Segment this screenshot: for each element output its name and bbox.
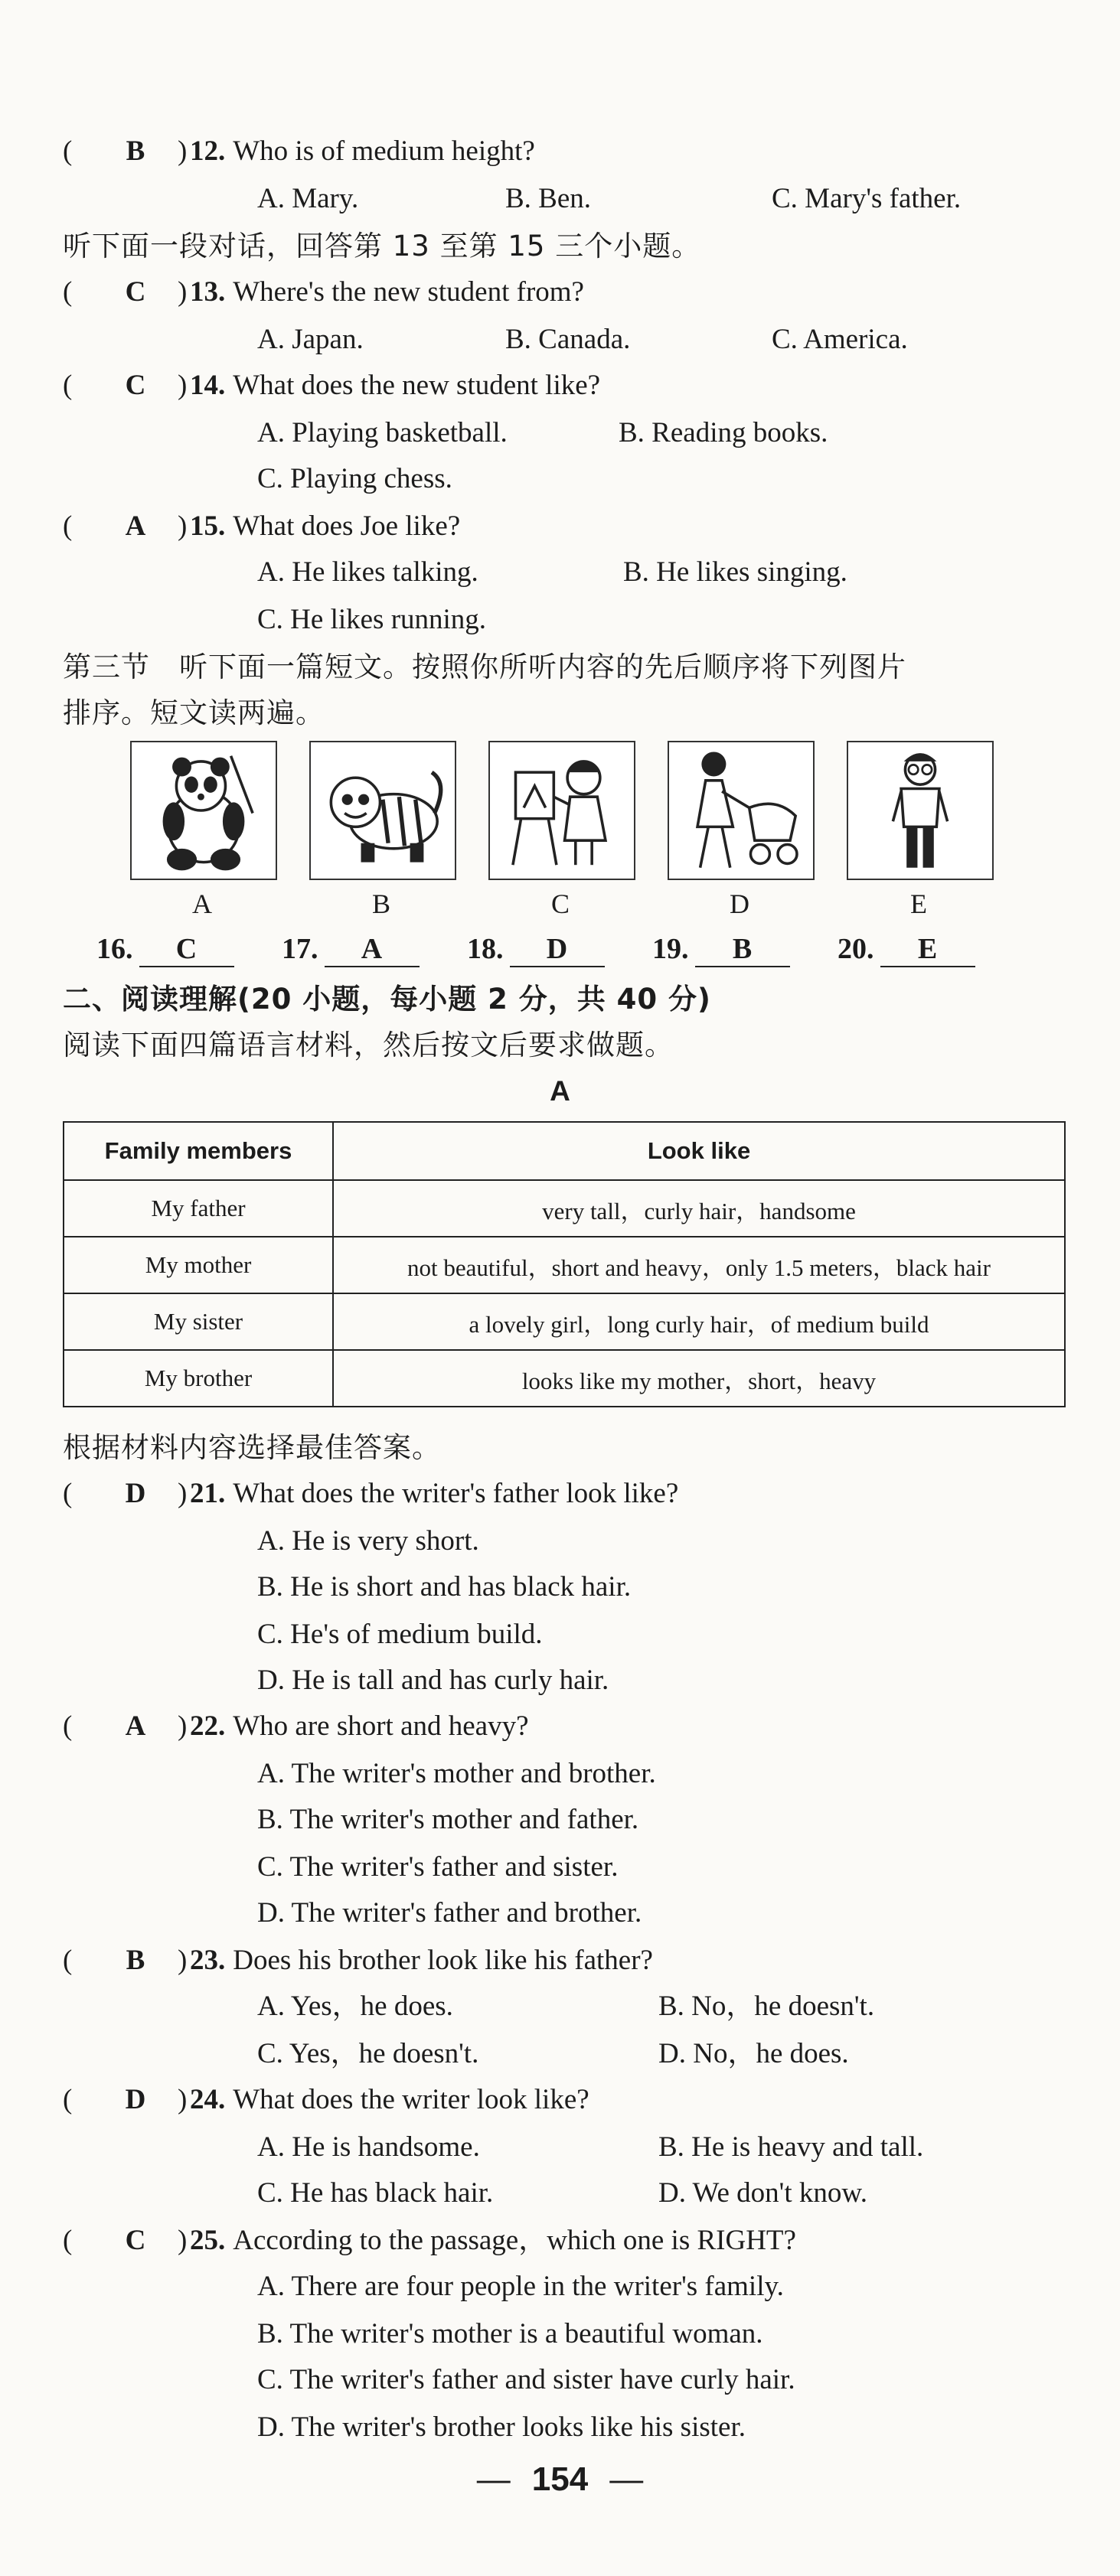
question-22: ( A ) 22. Who are short and heavy? <box>63 1707 529 1746</box>
option: C. Yes，he doesn't. <box>257 2038 479 2069</box>
table-row: My father very tall，curly hair，handsome <box>64 1180 1065 1237</box>
option: A. Yes，he does. <box>257 1991 453 2022</box>
picture-label: B <box>371 889 390 919</box>
question-25: ( C ) 25. According to the passage，which one is RIGHT? <box>63 2221 796 2261</box>
option: B. Ben. <box>505 183 592 214</box>
option: D. The writer's father and brother. <box>257 1897 642 1929</box>
question-text: Does his brother look like his father? <box>233 1945 653 1976</box>
option: C. He's of medium build. <box>257 1619 543 1650</box>
question-text: Who are short and heavy? <box>233 1710 529 1742</box>
picture-label: E <box>910 889 927 919</box>
option: B. Reading books. <box>619 417 828 448</box>
option: B. He likes singing. <box>623 556 847 588</box>
woman-stroller-icon <box>668 741 815 880</box>
option: A. He likes talking. <box>257 556 478 588</box>
table-row: My brother looks like my mother，short，heavy <box>64 1350 1065 1407</box>
table-header: Look like <box>333 1122 1065 1180</box>
answer: C <box>125 2225 146 2256</box>
option: C. The writer's father and sister. <box>257 1851 619 1883</box>
option: C. He has black hair. <box>257 2177 494 2209</box>
option: D. No，he does. <box>658 2038 849 2069</box>
question-text: What does the new student like? <box>233 370 601 401</box>
picture-label: A <box>192 889 212 919</box>
answer: A <box>125 510 146 542</box>
question-text: Who is of medium height? <box>233 135 535 167</box>
option: C. America. <box>772 324 908 355</box>
table-row: My sister a lovely girl，long curly hair，of medium build <box>64 1293 1065 1350</box>
section3-line1: 第三节 听下面一篇短文。按照你所听内容的先后顺序将下列图片 <box>63 651 906 683</box>
answer: D <box>125 1478 146 1509</box>
question-text: What does the writer's father look like? <box>233 1478 679 1509</box>
panda-icon <box>130 741 277 880</box>
page-footer: — 154 — <box>476 2460 644 2498</box>
option: B. No，he doesn't. <box>658 1991 875 2022</box>
option: C. Mary's father. <box>772 183 962 214</box>
question-text: What does the writer look like? <box>233 2084 589 2115</box>
question-text: What does Joe like? <box>233 510 461 542</box>
option: D. The writer's brother looks like his sister. <box>257 2411 746 2443</box>
question-text: According to the passage，which one is RIGHT? <box>233 2225 796 2256</box>
option: C. The writer's father and sister have curly hair. <box>257 2364 795 2395</box>
option: C. He likes running. <box>257 604 487 635</box>
question-15: ( A ) 15. What does Joe like? <box>63 507 460 546</box>
table-row: My mother not beautiful，short and heavy，only 1.5 meters，black hair <box>64 1237 1065 1293</box>
answer-blank-16: 16. C <box>96 932 234 967</box>
option: A. Mary. <box>257 183 359 214</box>
option: A. Playing basketball. <box>257 417 508 448</box>
question-text: Where's the new student from? <box>233 276 584 308</box>
option: B. The writer's mother is a beautiful woman. <box>257 2318 763 2349</box>
option: D. We don't know. <box>658 2177 867 2209</box>
option: A. There are four people in the writer's family. <box>257 2271 784 2302</box>
page-number: 154 <box>531 2460 589 2498</box>
question-14: ( C ) 14. What does the new student like? <box>63 366 600 406</box>
answer: A <box>125 1710 146 1742</box>
instruction-13-15: 听下面一段对话，回答第 13 至第 15 三个小题。 <box>63 230 701 262</box>
option: B. He is heavy and tall. <box>658 2131 924 2163</box>
passage-label: A <box>550 1075 570 1107</box>
question-23: ( B ) 23. Does his brother look like his father? <box>63 1941 653 1981</box>
option: A. Japan. <box>257 324 364 355</box>
answer-blank-17: 17. A <box>282 932 420 967</box>
family-table <box>63 1121 1066 1407</box>
option: D. He is tall and has curly hair. <box>257 1665 609 1696</box>
answer-blank-18: 18. D <box>467 932 605 967</box>
section3-line2: 排序。短文读两遍。 <box>63 696 325 729</box>
question-24: ( D ) 24. What does the writer look like? <box>63 2080 589 2120</box>
question-21: ( D ) 21. What does the writer's father look like? <box>63 1474 678 1514</box>
option: C. Playing chess. <box>257 463 452 494</box>
tiger-icon <box>309 741 456 880</box>
option: A. The writer's mother and brother. <box>257 1758 656 1789</box>
picture-label: C <box>550 889 570 919</box>
option: A. He is very short. <box>257 1525 479 1557</box>
answer: B <box>126 1945 145 1976</box>
part2-title: 二、阅读理解(20 小题，每小题 2 分，共 40 分) <box>63 983 711 1016</box>
answer-blank-20: 20. E <box>838 932 975 967</box>
answer: D <box>125 2084 146 2115</box>
table-header: Family members <box>64 1122 333 1180</box>
choose-instruction: 根据材料内容选择最佳答案。 <box>63 1431 441 1464</box>
question-13: ( C ) 13. Where's the new student from? <box>63 272 584 312</box>
man-glasses-icon <box>847 741 994 880</box>
option: A. He is handsome. <box>257 2131 480 2163</box>
option: B. Canada. <box>505 324 631 355</box>
question-12: ( B ) 12. Who is of medium height? <box>63 132 535 171</box>
girl-painting-icon <box>488 741 635 880</box>
answer: C <box>125 370 146 401</box>
answer: C <box>125 276 146 308</box>
option: B. The writer's mother and father. <box>257 1804 639 1835</box>
answer-blank-19: 19. B <box>652 932 790 967</box>
picture-label: D <box>730 889 749 919</box>
option: B. He is short and has black hair. <box>257 1571 632 1603</box>
answer: B <box>126 135 145 167</box>
part2-instruction: 阅读下面四篇语言材料，然后按文后要求做题。 <box>63 1029 674 1061</box>
